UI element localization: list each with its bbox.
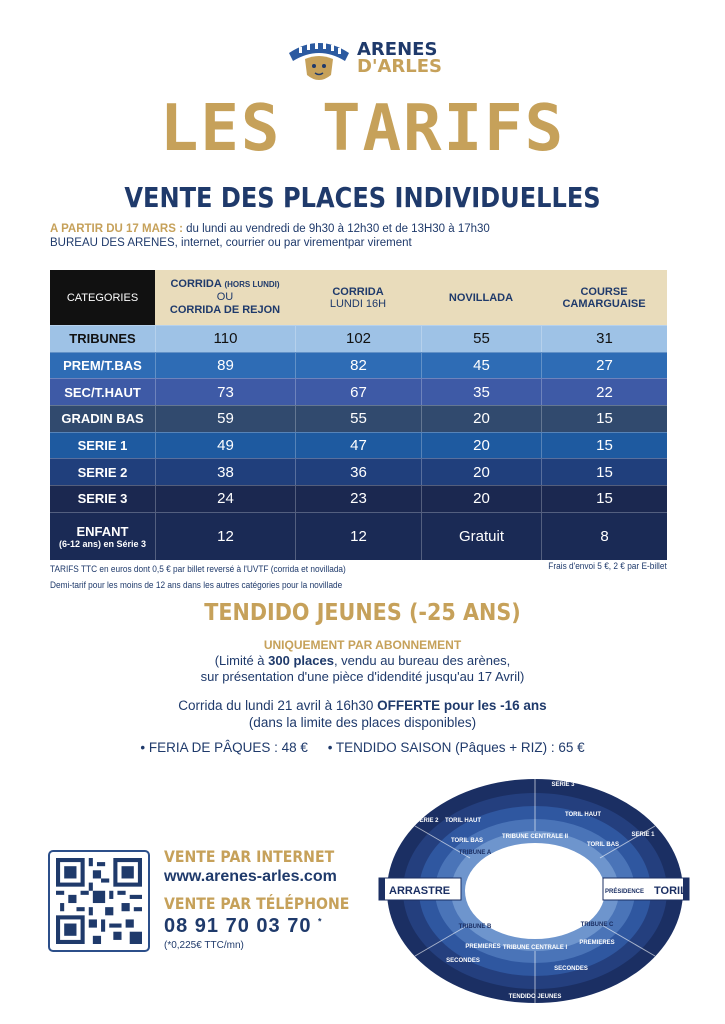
row-category: SERIE 3	[50, 485, 155, 512]
note-ttc: TARIFS TTC en euros dont 0,5 € par billet reversé à l'UVTF (corrida et novillada)	[50, 564, 346, 574]
price-cell: 22	[541, 378, 667, 405]
row-category: TRIBUNES	[50, 325, 155, 352]
table-header-row	[50, 270, 667, 325]
note-shipping-fees: Frais d'envoi 5 €, 2 € par E-billet	[548, 561, 667, 571]
price-cell: 15	[541, 432, 667, 459]
header-corrida-lundi-a: CORRIDA	[332, 285, 384, 298]
plan-label-tribune-centrale-1: TRIBUNE CENTRALE I	[502, 945, 568, 951]
row-category-enfant: ENFANT	[76, 523, 129, 539]
plan-label-tribune-b: TRIBUNE B	[458, 924, 492, 930]
row-category: PREM/T.BAS	[50, 352, 155, 379]
price-cell: 55	[421, 325, 541, 352]
phone-sales-label: VENTE PAR TÉLÉPHONE	[164, 894, 350, 913]
plan-label-toril-bas-2: TORIL BAS	[586, 842, 620, 848]
price-cell: 23	[295, 485, 421, 512]
page-title: LES TARIFS	[159, 92, 566, 166]
header-course-b: CAMARGUAISE	[562, 297, 646, 310]
plan-label-tribune-a: TRIBUNE A	[458, 850, 492, 856]
plan-label-arrastre: ARRASTRE	[389, 885, 451, 897]
sale-channels: BUREAU DES ARENES, internet, courrier ou par virementpar virement	[50, 237, 412, 249]
row-category: GRADIN BAS	[50, 405, 155, 432]
price-cell: 82	[295, 352, 421, 379]
header-course-camarguaise	[541, 270, 667, 325]
contact-block	[164, 847, 375, 951]
plan-label-tribune-c: TRIBUNE C	[580, 922, 614, 928]
arena-lion-logo-icon	[285, 31, 353, 85]
row-category-enfant-detail: (6-12 ans) en Série 3	[58, 538, 147, 549]
price-cell: 12	[295, 512, 421, 560]
header-corrida	[155, 270, 295, 325]
table-row	[50, 512, 667, 560]
plan-label-serie-3: SERIE 3	[551, 782, 575, 788]
plan-label-presidence: PRÉSIDENCE	[605, 889, 645, 895]
price-table	[50, 270, 667, 560]
price-cell: 47	[295, 432, 421, 459]
sale-info	[50, 222, 490, 250]
phone-cost: (*0,225€ TTC/mn)	[164, 940, 244, 951]
website-link[interactable]: www.arenes-arles.com	[164, 868, 337, 885]
tendido-subscription: UNIQUEMENT PAR ABONNEMENT	[263, 638, 462, 652]
row-category: SERIE 2	[50, 458, 155, 485]
price-cell: 89	[155, 352, 295, 379]
table-row	[50, 432, 667, 459]
row-category: SERIE 1	[50, 432, 155, 459]
plan-label-toril: TORIL	[654, 885, 687, 897]
price-cell: 20	[421, 485, 541, 512]
price-cell: 59	[155, 405, 295, 432]
plan-label-secondes-2: SECONDES	[554, 966, 588, 972]
price-cell: 15	[541, 458, 667, 485]
row-category: SEC/T.HAUT	[50, 378, 155, 405]
price-cell: 102	[295, 325, 421, 352]
qr-code[interactable]	[48, 850, 150, 952]
sale-start-date: A PARTIR DU 17 MARS :	[50, 223, 183, 235]
logo	[285, 30, 445, 86]
plan-label-toril-bas-1: TORIL BAS	[450, 838, 484, 844]
plan-label-toril-haut-2: TORIL HAUT	[564, 812, 602, 818]
price-cell: 8	[541, 512, 667, 560]
price-cell: 12	[155, 512, 295, 560]
internet-sales-label: VENTE PAR INTERNET	[164, 847, 335, 866]
tendido-offer	[0, 697, 725, 731]
table-row	[50, 458, 667, 485]
plan-label-serie-1: SERIE 1	[631, 832, 655, 838]
plan-label-premieres-1: PREMIERES	[465, 944, 501, 950]
price-cell: 67	[295, 378, 421, 405]
price-cell: 35	[421, 378, 541, 405]
price-cell: 15	[541, 405, 667, 432]
logo-text-arenes: ARENES	[357, 39, 438, 60]
plan-label-tendido-jeunes: TENDIDO JEUNES	[508, 994, 562, 1000]
price-cell: 45	[421, 352, 541, 379]
price-cell: 38	[155, 458, 295, 485]
table-row	[50, 485, 667, 512]
table-row	[50, 325, 667, 352]
header-corrida-ou: OU	[216, 291, 234, 303]
price-cell: 49	[155, 432, 295, 459]
tendido-id-condition: sur présentation d'une pièce d'idendité jusqu'au 17 Avril)	[200, 669, 525, 684]
phone-asterisk: *	[318, 916, 323, 927]
tendido-limit-places: 300 places	[268, 653, 334, 668]
offer-corrida: Corrida du lundi 21 avril à 16h30	[178, 698, 378, 713]
price-cell: 27	[541, 352, 667, 379]
table-notes	[50, 561, 346, 593]
plan-label-toril-haut-1: TORIL HAUT	[444, 818, 482, 824]
price-cell: 20	[421, 458, 541, 485]
price-cell: 31	[541, 325, 667, 352]
header-corrida-a-small: (HORS LUNDI)	[224, 280, 280, 289]
price-cell: 20	[421, 432, 541, 459]
plan-label-secondes-1: SECONDES	[446, 958, 480, 964]
header-categories: CATEGORIES	[50, 270, 155, 325]
price-cell: 55	[295, 405, 421, 432]
price-cell: 15	[541, 485, 667, 512]
price-cell: Gratuit	[421, 512, 541, 560]
offer-free: OFFERTE pour les -16 ans	[377, 698, 547, 713]
price-cell: 20	[421, 405, 541, 432]
price-cell: 73	[155, 378, 295, 405]
header-course-a: COURSE	[580, 285, 628, 298]
logo-text-arles: D'ARLES	[357, 56, 442, 77]
plan-label-serie-2: SERIE 2	[415, 818, 439, 824]
tendido-title: TENDIDO JEUNES (-25 ANS)	[204, 600, 521, 626]
phone-number[interactable]	[164, 915, 375, 938]
note-demi-tarif: Demi-tarif pour les moins de 12 ans dans les autres catégories pour la novillade	[50, 580, 343, 590]
price-cell: 36	[295, 458, 421, 485]
arena-seating-plan	[375, 776, 695, 1016]
price-cell: 110	[155, 325, 295, 352]
table-row	[50, 352, 667, 379]
header-corrida-lundi-b: LUNDI 16H	[329, 297, 387, 310]
tendido-limit-a: (Limité à	[214, 653, 269, 668]
tendido-limit-c: , vendu au bureau des arènes,	[333, 653, 511, 668]
tendido-saison-price: • TENDIDO SAISON (Pâques + RIZ) : 65 €	[327, 740, 585, 755]
plan-label-tribune-centrale-2: TRIBUNE CENTRALE II	[502, 834, 568, 840]
header-corrida-a: CORRIDA	[170, 278, 222, 290]
row-category	[50, 512, 155, 560]
tendido-conditions	[0, 653, 725, 685]
price-cell: 24	[155, 485, 295, 512]
plan-label-premieres-2: PREMIERES	[579, 940, 615, 946]
header-corrida-rejon: CORRIDA DE REJON	[169, 304, 281, 316]
table-row	[50, 378, 667, 405]
table-row	[50, 405, 667, 432]
subscription-prices	[0, 740, 725, 755]
header-novillada: NOVILLADA	[421, 270, 541, 325]
sale-hours: du lundi au vendredi de 9h30 à 12h30 et de 13H30 à 17h30	[182, 223, 490, 235]
qr-code-icon	[56, 858, 142, 944]
header-corrida-lundi	[295, 270, 421, 325]
phone-digits: 08 91 70 03 70	[164, 915, 312, 937]
page-subtitle: VENTE DES PLACES INDIVIDUELLES	[124, 181, 601, 214]
feria-paques-price: • FERIA DE PÂQUES : 48 €	[140, 740, 308, 755]
offer-limit: (dans la limite des places disponibles)	[248, 715, 477, 730]
